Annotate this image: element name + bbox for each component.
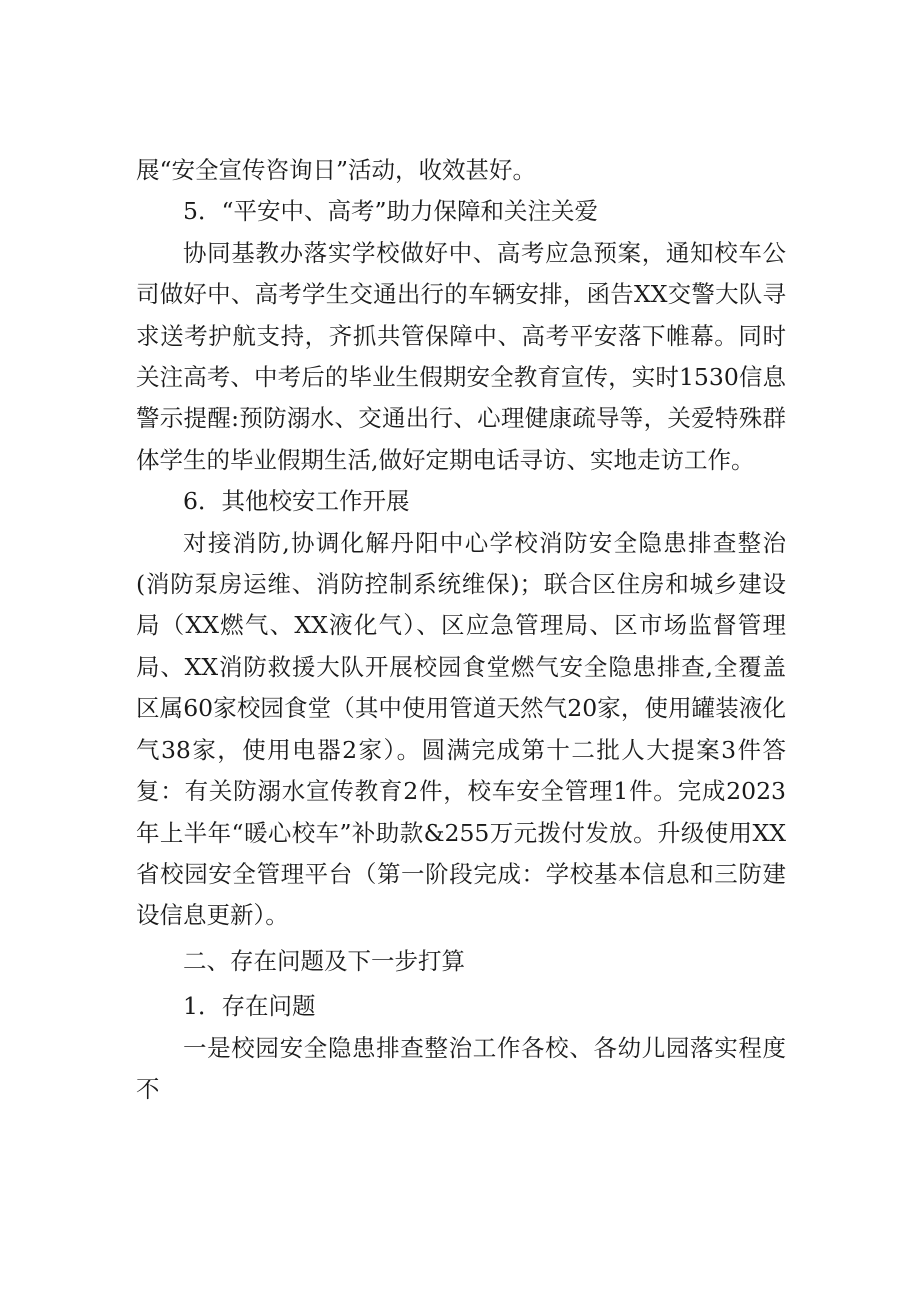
paragraph-continuation: 展“安全宣传咨询日”活动，收效甚好。 bbox=[136, 156, 537, 184]
subsection-heading-1: 1．存在问题 bbox=[183, 992, 316, 1021]
paragraph-other-work: 对接消防,协调化解丹阳中心学校消防安全隐患排查整治(消防泵房运维、消防控制系统维保)；联合区住房和城乡建设局（XX燃气、XX液化气）、区应急管理局、区市场监督管理局、XX消防救援大队开展校园食堂燃气安全隐患排查,全覆盖区属60家校园食堂（其中使用管道天然气20家，使用罐装液化气38家，使用电器2家）。圆满完成第十二批人大提案3件答复：有关防溺水宣传教育2件，校车安全管理1件。完成2023年上半年“暖心校车”补助款&255万元拨付发放。升级使用XX省校园安全管理平台（第一阶段完成：学校基本信息和三防建设信息更新）。 bbox=[136, 528, 786, 930]
section-heading-6: 6．其他校安工作开展 bbox=[183, 487, 410, 516]
document-body bbox=[136, 150, 786, 1110]
paragraph-problems: 一是校园安全隐患排查整治工作各校、各幼儿园落实程度不 bbox=[136, 1033, 786, 1103]
section-heading-5: 5．“平安中、高考”助力保障和关注关爱 bbox=[183, 197, 598, 226]
chapter-heading-2: 二、存在问题及下一步打算 bbox=[183, 946, 465, 975]
paragraph-exam-support: 协同基教办落实学校做好中、高考应急预案，通知校车公司做好中、高考学生交通出行的车辆安排，函告XX交警大队寻求送考护航支持，齐抓共管保障中、高考平安落下帷幕。同时关注高考、中考后的毕业生假期安全教育宣传，实时1530信息警示提醒:预防溺水、交通出行、心理健康疏导等，关爱特殊群体学生的毕业假期生活,做好定期电话寻访、实地走访工作。 bbox=[136, 238, 786, 474]
